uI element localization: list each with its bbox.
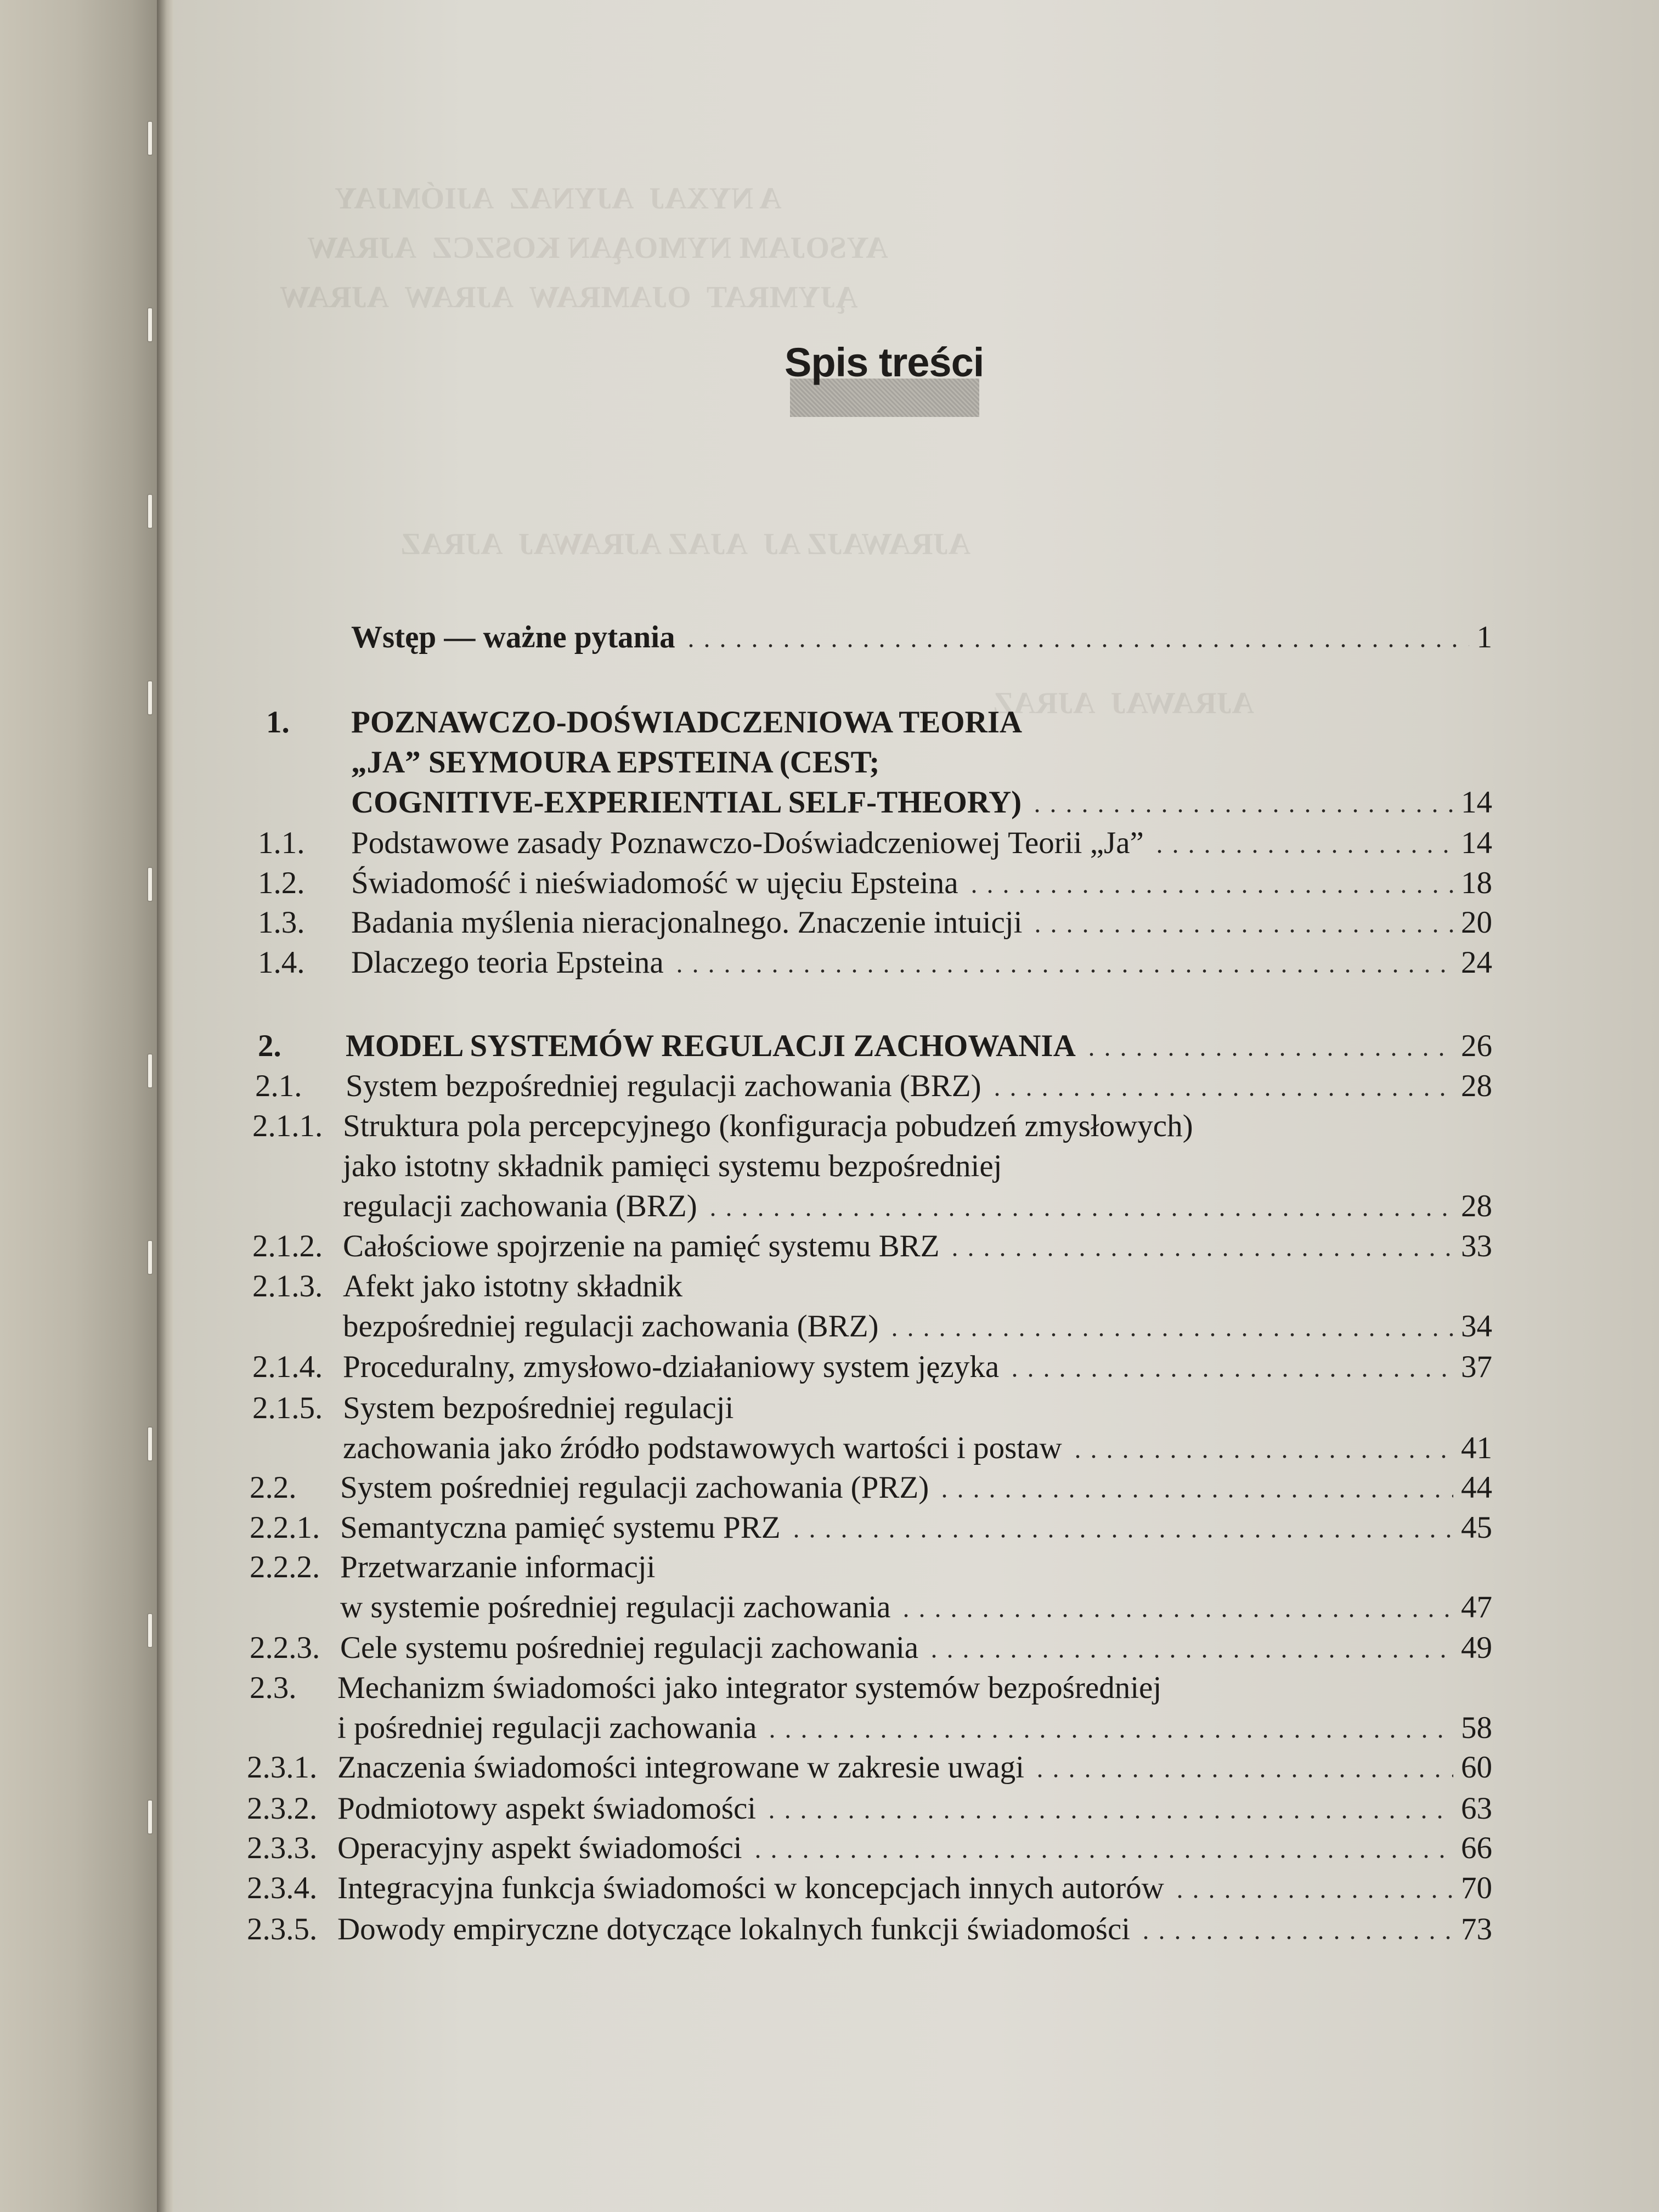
- toc-entry-line: [247, 1871, 1492, 1905]
- dot-leader: [683, 644, 1469, 647]
- toc-entry-page-number: 28: [1461, 1069, 1492, 1103]
- toc-entry-number: 1.3.: [258, 905, 305, 940]
- toc-entry-line: [247, 1912, 1492, 1946]
- toc-entry-page-number: 41: [1461, 1431, 1492, 1465]
- toc-entry-title: Przetwarzanie informacji: [340, 1550, 656, 1584]
- toc-entry-line: [250, 1470, 1492, 1505]
- toc-entry-page-number: 73: [1461, 1912, 1492, 1946]
- toc-entry-title: bezpośredniej regulacji zachowania (BRZ): [343, 1309, 879, 1344]
- dot-leader: [926, 1655, 1453, 1658]
- toc-entry-page-number: 47: [1461, 1590, 1492, 1624]
- toc-entry-line: [343, 1190, 1492, 1222]
- dot-leader: [705, 1213, 1453, 1216]
- toc-entry-number: 2.2.: [250, 1470, 297, 1505]
- toc-entry-page-number: 70: [1461, 1871, 1492, 1905]
- toc-entry-line: [255, 1069, 1492, 1103]
- toc-entry-title: Cele systemu pośredniej regulacji zachowania: [340, 1630, 919, 1665]
- dot-leader: [936, 1494, 1453, 1498]
- toc-entry-line: [252, 1109, 1492, 1143]
- toc-entry-page-number: 34: [1461, 1309, 1492, 1344]
- toc-entry-line: [247, 1831, 1492, 1865]
- toc-entry-title: POZNAWCZO-DOŚWIADCZENIOWA TEORIA: [351, 705, 1023, 740]
- toc-entry-title: Dlaczego teoria Epsteina: [351, 945, 664, 980]
- toc-entry-page-number: 45: [1461, 1510, 1492, 1545]
- toc-entry-number: 2.2.3.: [250, 1630, 320, 1665]
- dot-leader: [1070, 1455, 1453, 1458]
- toc-entry-page-number: 66: [1461, 1831, 1492, 1865]
- dot-leader: [788, 1534, 1453, 1538]
- toc-entry-number: 2.: [258, 1029, 281, 1063]
- toc-entry-line: [258, 1029, 1492, 1063]
- toc-entry-line: [343, 1432, 1492, 1464]
- toc-entry-title: Semantyczna pamięć systemu PRZ: [340, 1510, 781, 1545]
- toc-entry-title: i pośredniej regulacji zachowania: [337, 1711, 757, 1745]
- toc-entry-line: [351, 622, 1492, 653]
- toc-entry-title: Całościowe spojrzenie na pamięć systemu BRZ: [343, 1229, 940, 1263]
- toc-entry-title: Wstęp — ważne pytania: [351, 620, 675, 654]
- toc-entry-title: System bezpośredniej regulacji: [343, 1391, 734, 1425]
- toc-entry-number: 2.3.5.: [247, 1912, 318, 1946]
- dot-leader: [966, 890, 1453, 893]
- toc-entry-title: jako istotny składnik pamięci systemu bezpośredniej: [343, 1149, 1002, 1183]
- toc-entry-title: Znaczenia świadomości integrowane w zakresie uwagi: [337, 1750, 1024, 1785]
- dot-leader: [764, 1815, 1453, 1819]
- toc-entry-page-number: 24: [1461, 945, 1492, 980]
- toc-entry-page-number: 58: [1461, 1711, 1492, 1745]
- toc-entry-number: 2.3.1.: [247, 1750, 318, 1785]
- toc-entry-line: [252, 1391, 1492, 1425]
- dot-leader: [989, 1093, 1453, 1096]
- toc-entry-page-number: 20: [1461, 905, 1492, 940]
- toc-entry-line: [250, 1630, 1492, 1665]
- toc-entry-number: 1.: [266, 705, 290, 740]
- toc-entry-number: 2.1.3.: [252, 1269, 323, 1304]
- toc-entry-page-number: 18: [1461, 866, 1492, 900]
- toc-entry-number: 1.4.: [258, 945, 305, 980]
- toc-entry-line: [343, 1150, 1492, 1182]
- dot-leader: [764, 1735, 1453, 1738]
- toc-entry-line: [337, 1712, 1492, 1743]
- toc-entry-title: Proceduralny, zmysłowo-działaniowy system języka: [343, 1350, 1000, 1384]
- dot-leader: [1152, 850, 1453, 853]
- toc-entry-number: 2.1.2.: [252, 1229, 323, 1263]
- toc-entry-number: 2.1.: [255, 1069, 302, 1103]
- toc-entry-number: 2.1.5.: [252, 1391, 323, 1425]
- toc-entry-line: [351, 787, 1492, 818]
- toc-entry-number: 2.2.2.: [250, 1550, 320, 1584]
- dot-leader: [1030, 929, 1453, 933]
- dot-leader: [1084, 1053, 1453, 1056]
- toc-entry-title: Dowody empiryczne dotyczące lokalnych funkcji świadomości: [337, 1912, 1131, 1946]
- toc-entry-page-number: 63: [1461, 1791, 1492, 1826]
- toc-entry-page-number: 49: [1461, 1630, 1492, 1665]
- toc-entry-title: Mechanizm świadomości jako integrator systemów bezpośredniej: [337, 1671, 1162, 1705]
- toc-entry-number: 2.3.: [250, 1671, 297, 1705]
- dot-leader: [1032, 1774, 1453, 1778]
- toc-entry-title: Świadomość i nieświadomość w ujęciu Epsteina: [351, 866, 958, 900]
- toc-entry-line: [258, 945, 1492, 980]
- toc-entry-number: 1.1.: [258, 826, 305, 860]
- toc-entry-page-number: 60: [1461, 1750, 1492, 1785]
- toc-entry-number: 2.3.3.: [247, 1831, 318, 1865]
- toc-entry-title: zachowania jako źródło podstawowych wartości i postaw: [343, 1431, 1062, 1465]
- toc-entry-title: w systemie pośredniej regulacji zachowania: [340, 1590, 891, 1624]
- toc-entry-number: 2.1.1.: [252, 1109, 323, 1143]
- toc-entry-number: 2.2.1.: [250, 1510, 320, 1545]
- toc-entry-line: [340, 1592, 1492, 1623]
- toc-entry-line: [343, 1311, 1492, 1342]
- toc-entry-number: 2.3.2.: [247, 1791, 318, 1826]
- dot-leader: [1029, 809, 1453, 812]
- toc-entry-page-number: 14: [1461, 785, 1492, 820]
- toc-entry-line: [247, 1750, 1492, 1785]
- toc-entry-line: [258, 866, 1492, 900]
- dot-leader: [750, 1855, 1453, 1858]
- toc-entry-line: [250, 1550, 1492, 1584]
- toc-entry-page-number: 28: [1461, 1189, 1492, 1223]
- toc-entry-title: System bezpośredniej regulacji zachowania (BRZ): [346, 1069, 981, 1103]
- toc-entry-page-number: 33: [1461, 1229, 1492, 1263]
- toc-entry-title: Badania myślenia nieracjonalnego. Znaczenie intuicji: [351, 905, 1023, 940]
- book-page: A NYXAJ AJYNAZ AJIÓMJAY AYSOJAM NYMOĄAN KOSZCZ AJRAW ĄJYMRAT OJAMRAW AJRAW AJRAW AJRAWAJZ AJ AJAZ AJRAWAJ AJRAZ AJRAWAJ AJRAZ: [170, 0, 1659, 2212]
- dot-leader: [1138, 1936, 1453, 1939]
- toc-entry-title: Afekt jako istotny składnik: [343, 1269, 683, 1304]
- toc-entry-line: [258, 826, 1492, 860]
- toc-entry-line: [252, 1229, 1492, 1263]
- toc-entry-title: Operacyjny aspekt świadomości: [337, 1831, 742, 1865]
- dot-leader: [887, 1333, 1454, 1336]
- toc-entry-page-number: 14: [1461, 826, 1492, 860]
- toc-entry-number: 2.3.4.: [247, 1871, 318, 1905]
- toc-entry-title: System pośredniej regulacji zachowania (PRZ): [340, 1470, 929, 1505]
- toc-entry-line: [252, 1350, 1492, 1384]
- toc-entry-page-number: 26: [1461, 1029, 1492, 1063]
- toc-entry-line: [247, 1791, 1492, 1826]
- dot-leader: [947, 1253, 1453, 1256]
- toc-entry-page-number: 1: [1476, 620, 1492, 654]
- toc-entry-line: [258, 905, 1492, 940]
- dot-leader: [1172, 1895, 1453, 1898]
- toc-entry-line: [266, 705, 1492, 740]
- toc-entry-title: Integracyjna funkcja świadomości w koncepcjach innych autorów: [337, 1871, 1164, 1905]
- toc-entry-number: 1.2.: [258, 866, 305, 900]
- toc-entry-title: Struktura pola percepcyjnego (konfiguracja pobudzeń zmysłowych): [343, 1109, 1193, 1143]
- toc-entry-line: [252, 1269, 1492, 1304]
- toc-title: Spis treści: [785, 340, 984, 385]
- dot-leader: [672, 969, 1453, 973]
- toc-entry-title: Podmiotowy aspekt świadomości: [337, 1791, 757, 1826]
- dot-leader: [1007, 1374, 1453, 1377]
- toc-entry-title: Podstawowe zasady Poznawczo-Doświadczeniowej Teorii „Ja”: [351, 826, 1144, 860]
- toc-entry-page-number: 44: [1461, 1470, 1492, 1505]
- toc-entry-line: [250, 1510, 1492, 1545]
- toc-entry-number: 2.1.4.: [252, 1350, 323, 1384]
- toc-entry-page-number: 37: [1461, 1350, 1492, 1384]
- toc-entry-title: COGNITIVE-EXPERIENTIAL SELF-THEORY): [351, 785, 1022, 820]
- toc-entry-title: MODEL SYSTEMÓW REGULACJI ZACHOWANIA: [346, 1029, 1076, 1063]
- toc-entry-line: [250, 1671, 1492, 1705]
- toc-entry-title: „JA” SEYMOURA EPSTEINA (CEST;: [351, 745, 880, 780]
- toc-entry-line: [351, 747, 1492, 778]
- toc-entry-title: regulacji zachowania (BRZ): [343, 1189, 697, 1223]
- dot-leader: [898, 1614, 1453, 1617]
